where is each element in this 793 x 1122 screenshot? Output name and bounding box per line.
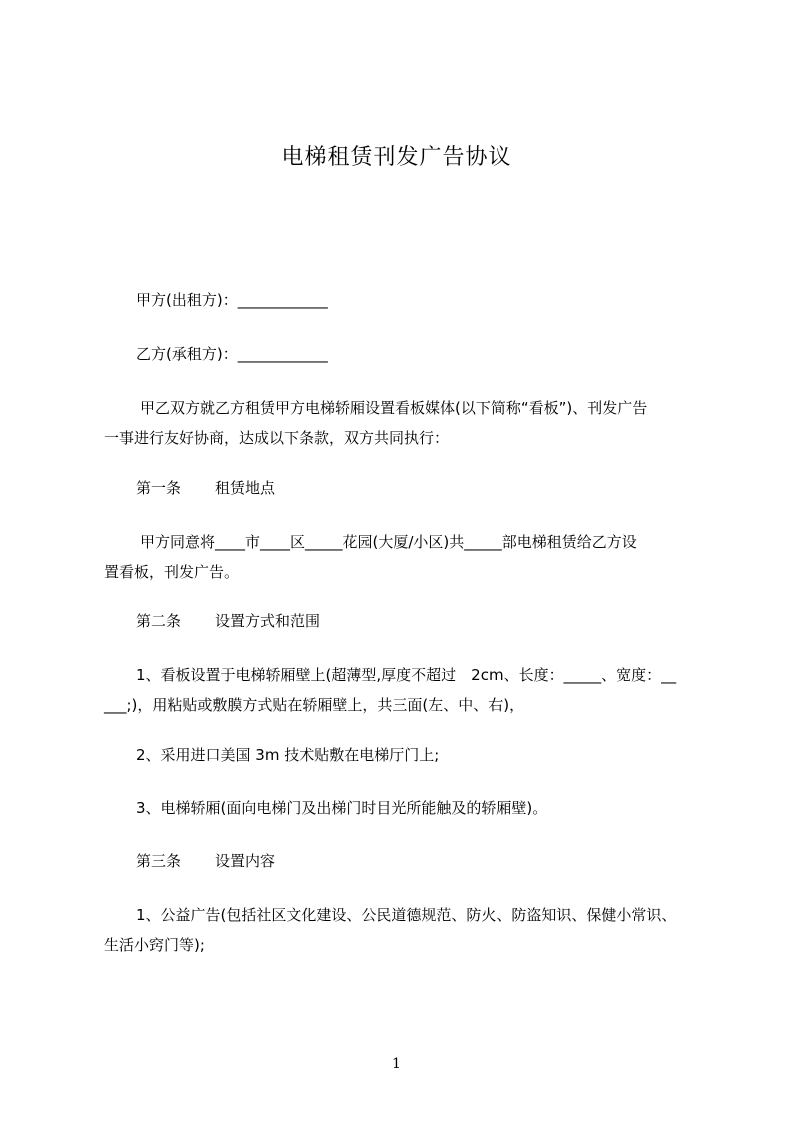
article-3-item-1 — [104, 900, 704, 960]
page-number: 1 — [392, 1056, 401, 1072]
article-1-number: 第一条 — [136, 479, 182, 497]
article-3-name: 设置内容 — [215, 852, 276, 870]
article-1-body-line-1: 甲方同意将____市____区_____花园(大厦/小区)共_____部电梯租赁给乙方设 — [140, 533, 637, 551]
intro-line-2: 一事进行友好协商，达成以下条款，双方共同执行： — [104, 429, 450, 447]
article-2-name: 设置方式和范围 — [215, 612, 321, 630]
document-title: 电梯租赁刊发广告协议 — [281, 145, 512, 170]
article-1-body-line-2: 置看板，刊发广告。 — [104, 563, 240, 581]
article-1-body — [104, 527, 704, 587]
party-a-line: 甲方(出租方)：____________ — [136, 291, 328, 309]
article-3-number: 第三条 — [136, 852, 182, 870]
party-b-line: 乙方(承租方)：____________ — [136, 345, 328, 363]
article-2-heading — [136, 606, 320, 636]
article-3-heading — [136, 846, 275, 876]
article-2-item-1 — [104, 660, 704, 720]
article-3-item-1-line-2: 生活小窍门等); — [104, 936, 205, 954]
article-2-item-1-line-1: 1、看板设置于电梯轿厢壁上(超薄型,厚度不超过 2cm、长度：_____、宽度：__ — [136, 666, 677, 684]
article-2-item-2: 2、采用进口美国 3m 技术贴敷在电梯厅门上; — [136, 746, 440, 764]
article-1-name: 租赁地点 — [215, 479, 276, 497]
article-2-item-3: 3、电梯轿厢(面向电梯门及出梯门时目光所能触及的轿厢壁)。 — [136, 799, 548, 817]
article-2-item-1-line-2: ___;)，用粘贴或敷膜方式贴在轿厢壁上，共三面(左、中、右)， — [104, 696, 525, 714]
intro-paragraph — [104, 393, 704, 453]
article-3-item-1-line-1: 1、公益广告(包括社区文化建设、公民道德规范、防火、防盗知识、保健小常识、 — [136, 906, 677, 924]
article-2-number: 第二条 — [136, 612, 182, 630]
article-1-heading — [136, 473, 275, 503]
intro-line-1: 甲乙双方就乙方租赁甲方电梯轿厢设置看板媒体(以下简称“看板”)、刊发广告 — [140, 399, 648, 417]
